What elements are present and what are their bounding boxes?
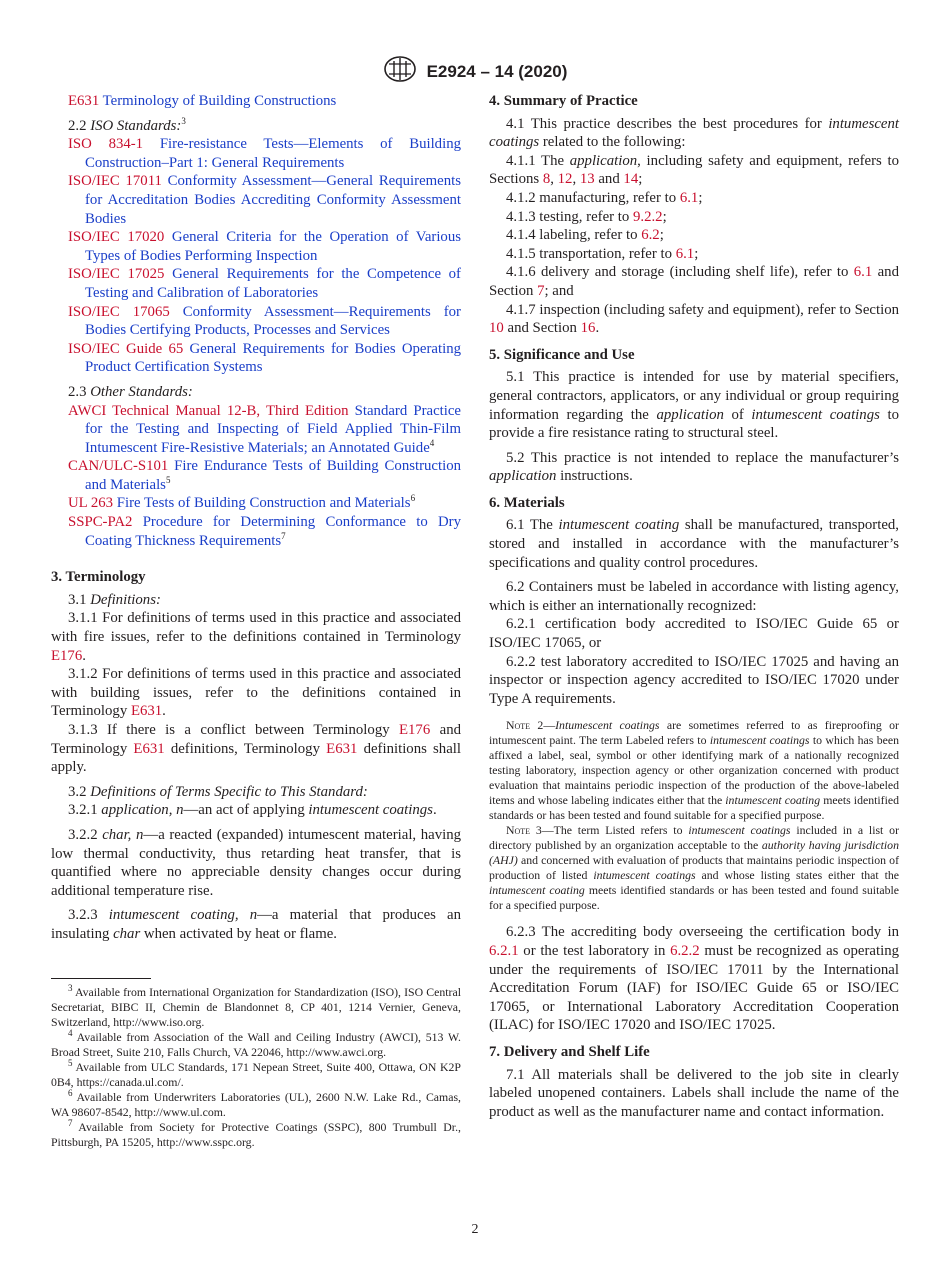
section-4-heading: 4. Summary of Practice <box>489 93 638 109</box>
para-5-2: 5.2 This practice is not intended to replace the manufacturer’s application instructions. <box>489 449 899 485</box>
para-3-1-1: 3.1.1 For definitions of terms used in this practice and associated with fire issues, refer to the definitions contained in Terminology E176. <box>51 610 461 664</box>
reference-awci[interactable]: AWCI Technical Manual 12-B, Third Edition Standard Practice for the Testing and Inspecting of Field Applied Thin-Film Intumescent Fire-Resistive Materials; an Annotated Guide$^4$ <box>68 402 462 456</box>
para-3-1-2: 3.1.2 For definitions of terms used in this practice and associated with building issues, refer to the definitions contained in Terminology E631. <box>51 666 461 720</box>
left-column <box>51 92 461 1150</box>
link-6-1[interactable]: 6.1 <box>675 245 695 262</box>
link-6-2[interactable]: 6.2 <box>641 227 660 244</box>
link-e631[interactable]: E631 <box>326 740 358 757</box>
para-4-1: 4.1 This practice describes the best procedures for intumescent coatings related to the following: <box>489 115 899 151</box>
link-e631[interactable]: E631 <box>130 703 163 720</box>
iso-standards-heading: 2.2 ISO Standards:$^3$ <box>68 115 186 134</box>
link-e631[interactable]: E631 <box>133 740 165 757</box>
para-3-2-1: 3.2.1 application, n—an act of applying intumescent coatings. <box>68 802 437 819</box>
para-6-2: 6.2 Containers must be labeled in accordance with listing agency, which is either an internationally recognized: <box>489 579 899 614</box>
link-section-7[interactable]: 7 <box>537 282 545 299</box>
astm-logo-icon <box>383 55 417 88</box>
reference-iso-834-1[interactable]: ISO 834-1 Fire-resistance Tests—Elements of Building Construction–Part 1: General Requirements <box>68 136 461 171</box>
para-3-1-3: 3.1.3 If there is a conflict between Terminology E176 and Terminology E631 definitions, Terminology E631 definitions shall apply. <box>51 722 461 776</box>
reference-e631[interactable]: E631 Terminology of Building Constructions <box>68 93 337 109</box>
link-section-10[interactable]: 10 <box>489 320 504 337</box>
reference-iso-17065[interactable]: ISO/IEC 17065 Conformity Assessment—Requirements for Bodies Certifying Products, Processes and Services <box>68 303 461 339</box>
para-4-1-3: 4.1.3 testing, refer to 9.2.2; <box>506 208 667 225</box>
section-3-heading: 3. Terminology <box>51 569 146 586</box>
link-section-16[interactable]: 16 <box>580 320 596 337</box>
para-7-1: 7.1 All materials shall be delivered to the job site in clearly labeled unopened containers. Labels shall include the name of the product as well as the manufacturer name and contact information. <box>489 1066 899 1120</box>
para-3-1: 3.1 Definitions: <box>68 591 161 608</box>
note-3: Note 3—The term Listed refers to intumescent coatings included in a list or directory published by an organization acceptable to the authority having jurisdiction (AHJ) and concerned with evaluation of products that maintains periodic inspection of production of listed intumescent coatings and whose listing states either that the intumescent coating meets identified standards or has been tested and found suitable for a specified purpose. <box>489 823 900 913</box>
para-3-2-2: 3.2.2 char, n—a reacted (expanded) intumescent material, having low thermal conductivity, thus retarding heat transfer, that is quantified where no appreciable density changes occur during additional temperature rise. <box>51 826 462 899</box>
para-3-2: 3.2 Definitions of Terms Specific to This Standard: <box>68 783 368 800</box>
para-4-1-1: 4.1.1 The application, including safety and equipment, refers to Sections 8, 12, 13 and 14; <box>489 152 900 188</box>
para-6-2-3: 6.2.3 The accrediting body overseeing the certification body in 6.2.1 or the test laboratory in 6.2.2 must be recognized as operating under the requirements of ISO/IEC 17011 by the International Accreditation Forum (IAF) for ISO/IEC Guide 65 or ISO/IEC 17065, or International Laboratory Accreditation Cooperation (ILAC) for ISO/IEC 17020 and ISO/IEC 17025. <box>489 924 899 1034</box>
para-4-1-2: 4.1.2 manufacturing, refer to 6.1; <box>506 189 703 206</box>
reference-ul-263[interactable]: UL 263 Fire Tests of Building Construction and Materials$^6$ <box>68 493 416 512</box>
footnote-4: $^4$ Available from Association of the Wall and Ceiling Industry (AWCI), 513 W. Broad Street, Suite 210, Falls Church, VA 22046, http://www.awci.org. <box>51 1027 461 1059</box>
para-4-1-7: 4.1.7 inspection (including safety and equipment), refer to Section 10 and Section 16. <box>489 301 899 337</box>
para-4-1-5: 4.1.5 transportation, refer to 6.1; <box>506 245 699 262</box>
section-6-heading: 6. Materials <box>489 494 565 511</box>
para-6-1: 6.1 The intumescent coating shall be manufactured, transported, stored and installed in accordance with the manufacturer’s specifications and quality control procedures. <box>489 517 899 571</box>
other-standards-heading: 2.3 Other Standards: <box>68 383 193 400</box>
link-e176[interactable]: E176 <box>51 647 83 664</box>
para-6-2-2: 6.2.2 test laboratory accredited to ISO/IEC 17025 and having an inspector or inspection agency accredited to ISO/IEC 17020 under Type A requirements. <box>489 653 899 707</box>
footnote-7: $^7$ Available from Society for Protective Coatings (SSPC), 800 Trumbull Dr., Pittsburgh, PA 15205, http://www.sspc.org. <box>51 1117 461 1149</box>
reference-iso-17011[interactable]: ISO/IEC 17011 Conformity Assessment—General Requirements for Accreditation Bodies Accrediting Conformity Assessment Bodies <box>68 173 461 227</box>
para-3-2-3: 3.2.3 intumescent coating, n—a material that produces an insulating char when activated by heat or flame. <box>51 907 462 942</box>
footnote-5: $^5$ Available from ULC Standards, 171 Nepean Street, Suite 400, Ottawa, ON K2P 0B4, https://canada.ul.com/. <box>51 1057 461 1089</box>
para-6-2-1: 6.2.1 certification body accredited to ISO/IEC Guide 65 or ISO/IEC 17065, or <box>489 616 899 652</box>
link-section-14[interactable]: 14 <box>623 171 639 188</box>
page-number: 2 <box>471 1222 479 1237</box>
link-6-1[interactable]: 6.1 <box>853 264 873 281</box>
link-section-13[interactable]: 13 <box>579 171 595 188</box>
link-section-12[interactable]: 12 <box>557 171 573 188</box>
reference-iso-17025[interactable]: ISO/IEC 17025 General Requirements for the Competence of Testing and Calibration of Laboratories <box>68 266 461 301</box>
para-5-1: 5.1 This practice is intended for use by material specifiers, general contractors, applicators, or any individual or group requiring information regarding the application of intumescent coatings to provide a fire resistance rating to structural steel. <box>489 369 899 442</box>
reference-sspc-pa2[interactable]: SSPC-PA2 Procedure for Determining Conformance to Dry Coating Thickness Requirements$^7$ <box>68 514 461 549</box>
reference-iso-17020[interactable]: ISO/IEC 17020 General Criteria for the Operation of Various Types of Bodies Performing Inspection <box>68 229 461 264</box>
section-7-heading: 7. Delivery and Shelf Life <box>489 1043 650 1060</box>
right-column <box>489 92 899 1121</box>
para-4-1-6: 4.1.6 delivery and storage (including shelf life), refer to 6.1 and Section 7; and <box>489 264 899 299</box>
page-header <box>0 55 950 88</box>
link-6-2-1[interactable]: 6.2.1 <box>489 943 519 959</box>
footnote-6: $^6$ Available from Underwriters Laboratories (UL), 2600 N.W. Lake Rd., Camas, WA 98607-8542, http://www.ul.com. <box>51 1087 461 1119</box>
standard-designation: E2924 – 14 (2020) <box>426 61 568 81</box>
link-6-1[interactable]: 6.1 <box>679 189 699 206</box>
footnote-3: $^3$ Available from International Organization for Standardization (ISO), ISO Central Secretariat, BIBC II, Chemin de Blandonnet 8, CP 401, 1214 Vernier, Geneva, Switzerland, http://www.iso.org. <box>51 982 461 1029</box>
link-9-2-2[interactable]: 9.2.2 <box>632 208 663 225</box>
reference-can-ulc-s101[interactable]: CAN/ULC-S101 Fire Endurance Tests of Building Construction and Materials$^5$ <box>68 458 461 493</box>
section-5-heading: 5. Significance and Use <box>489 346 635 363</box>
link-section-8[interactable]: 8 <box>542 171 551 188</box>
reference-iso-guide-65[interactable]: ISO/IEC Guide 65 General Requirements for Bodies Operating Product Certification Systems <box>68 340 462 376</box>
link-6-2-2[interactable]: 6.2.2 <box>670 943 700 959</box>
note-2: Note 2—Intumescent coatings are sometimes referred to as fireproofing or intumescent paint. The term Labeled refers to intumescent coatings to which has been affixed a label, seal, symbol or other identifying mark of a nationally recognized testing laboratory, inspection agency or other organization concerned with product evaluation that maintains periodic inspection of the production of the above-labeled items and whose labeling indicates either that the intumescent coating meets identified standards or has been tested and found suitable for a specified purpose. <box>489 718 899 823</box>
para-4-1-4: 4.1.4 labeling, refer to 6.2; <box>506 227 664 244</box>
link-e176[interactable]: E176 <box>399 722 431 738</box>
footnote-divider <box>51 978 151 979</box>
